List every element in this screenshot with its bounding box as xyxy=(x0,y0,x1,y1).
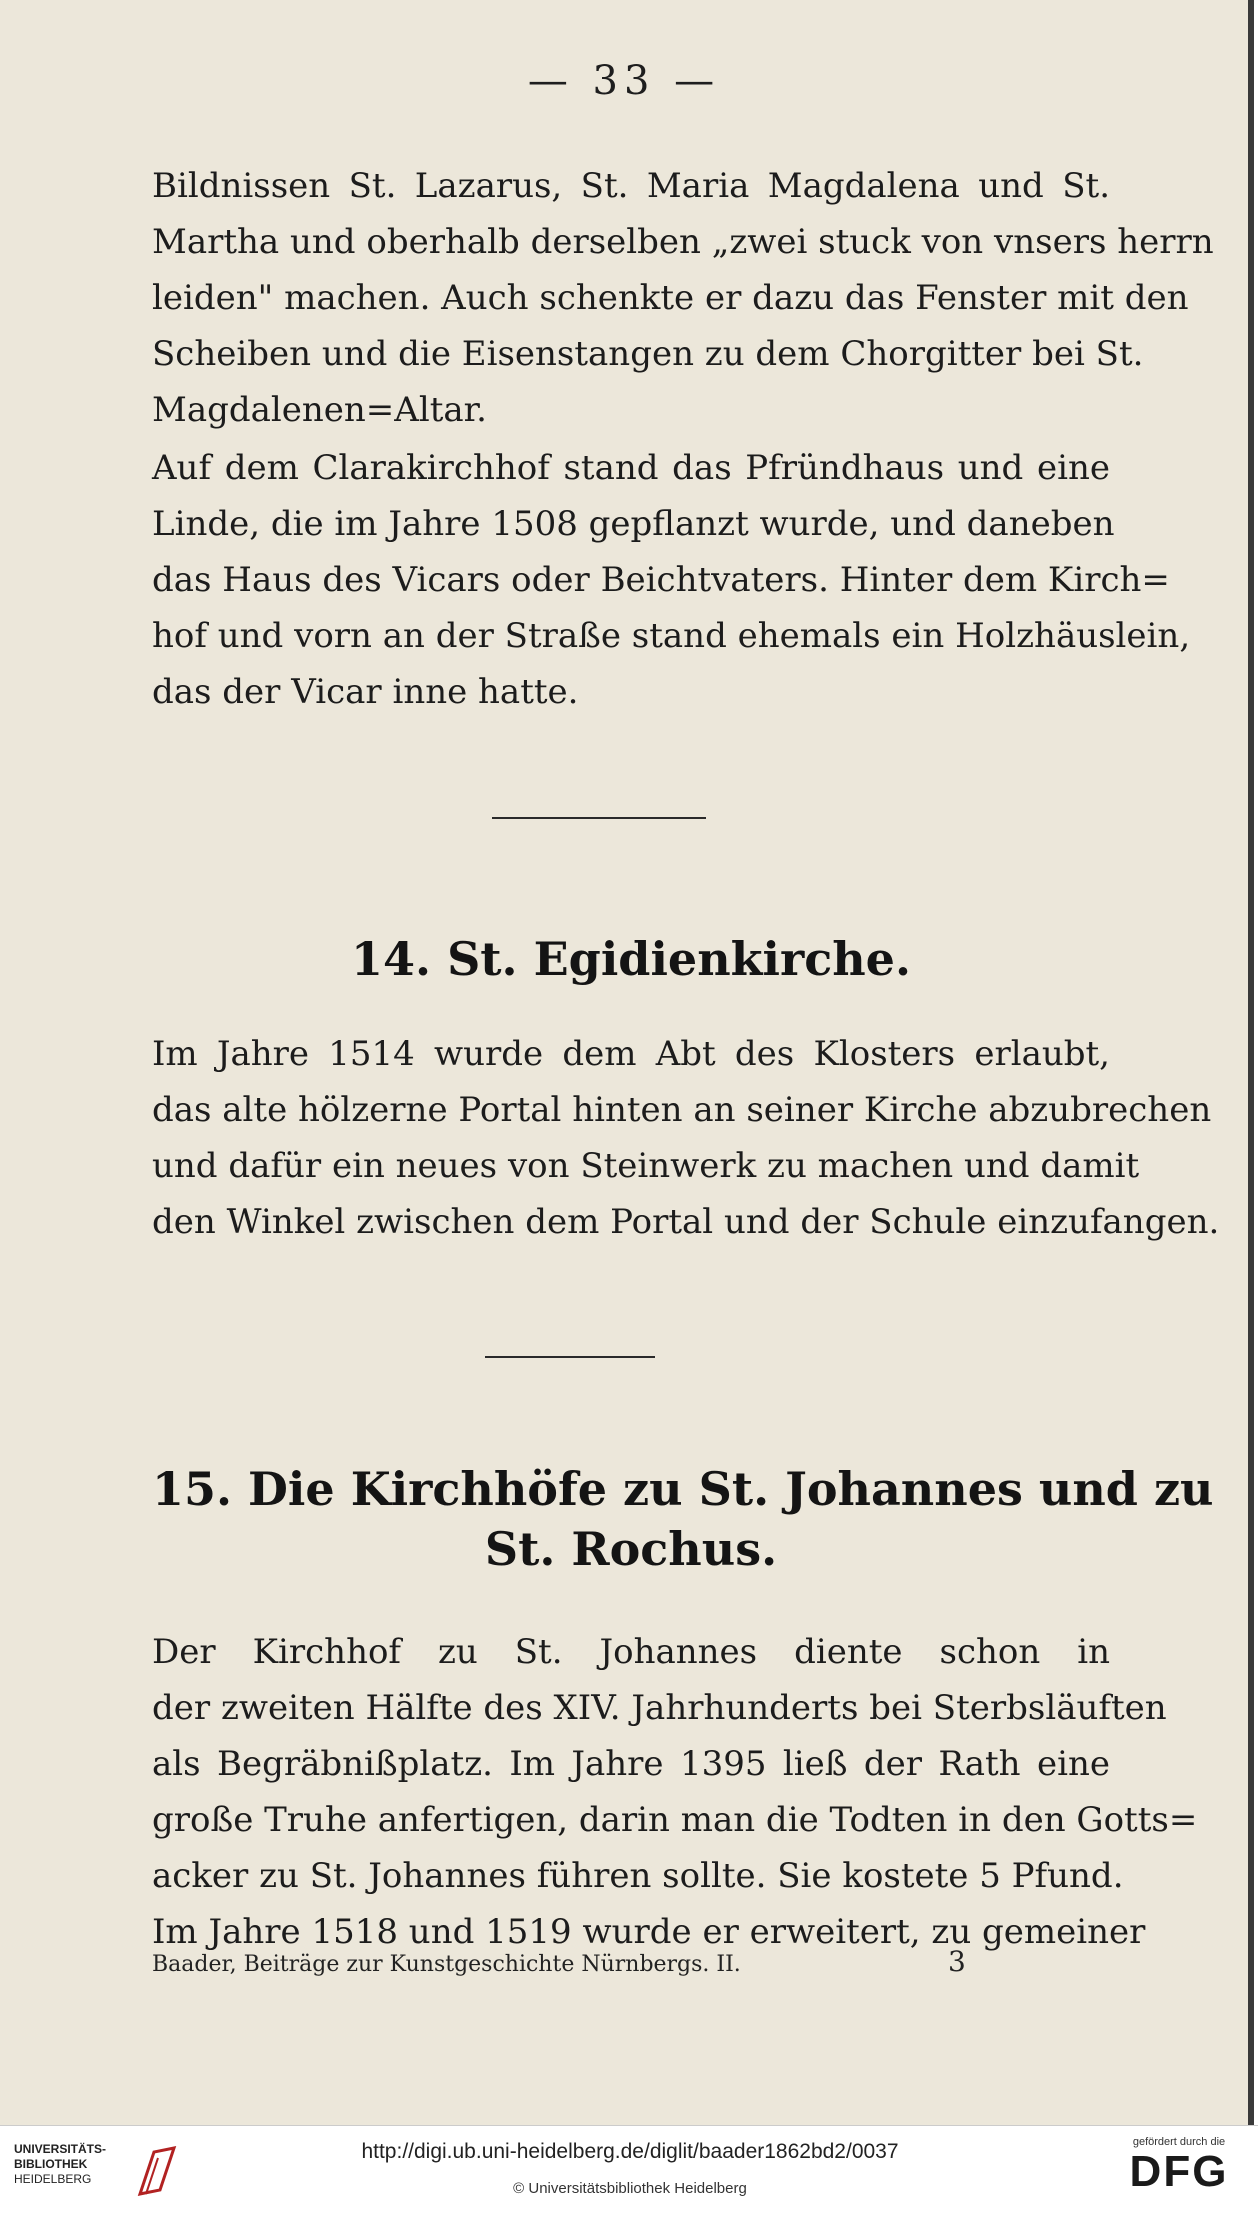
text-line: Der Kirchhof zu St. Johannes diente schon in xyxy=(152,1632,1110,1672)
text-line: Martha und oberhalb derselben „zwei stuck von vnsers herrn xyxy=(152,222,1214,262)
text-line: das Haus des Vicars oder Beichtvaters. Hinter dem Kirch= xyxy=(152,560,1170,600)
section-14-heading: 14. St. Egidienkirche. xyxy=(351,932,911,986)
text-line: der zweiten Hälfte des XIV. Jahrhunderts bei Sterbsläuften xyxy=(152,1688,1167,1728)
library-name-line: BIBLIOTHEK xyxy=(14,2157,88,2171)
text-line: leiden" machen. Auch schenkte er dazu das Fenster mit den xyxy=(152,278,1189,318)
text-line: große Truhe anfertigen, darin man die Todten in den Gotts= xyxy=(152,1800,1198,1840)
paragraph-4 xyxy=(152,1624,1198,1960)
text-line: das alte hölzerne Portal hinten an seiner Kirche abzubrechen xyxy=(152,1090,1212,1130)
text-line: als Begräbnißplatz. Im Jahre 1395 ließ der Rath eine xyxy=(152,1744,1110,1784)
text-line: Scheiben und die Eisenstangen zu dem Chorgitter bei St. xyxy=(152,334,1144,374)
text-line: Im Jahre 1518 und 1519 wurde er erweitert, zu gemeiner xyxy=(152,1912,1146,1952)
text-line: das der Vicar inne hatte. xyxy=(152,672,579,712)
section-divider xyxy=(485,1356,655,1358)
library-emblem-icon xyxy=(134,2144,180,2200)
sponsor-logo[interactable] xyxy=(1114,2136,1244,2196)
copyright-notice: © Universitätsbibliothek Heidelberg xyxy=(513,2180,747,2197)
footer-citation: Baader, Beiträge zur Kunstgeschichte Nürnbergs. II. xyxy=(152,1952,741,1977)
page-number: — 33 — xyxy=(527,58,721,104)
text-line: Im Jahre 1514 wurde dem Abt des Klosters erlaubt, xyxy=(152,1034,1110,1074)
paragraph-2 xyxy=(152,440,1191,720)
sponsor-label: gefördert durch die xyxy=(1132,2136,1226,2148)
section-divider xyxy=(492,817,706,819)
text-line: und dafür ein neues von Steinwerk zu machen und damit xyxy=(152,1146,1140,1186)
text-line: Auf dem Clarakirchhof stand das Pfründhaus und eine xyxy=(152,448,1110,488)
text-line: Magdalenen=Altar. xyxy=(152,390,487,430)
library-logo[interactable] xyxy=(14,2140,184,2204)
signature-mark: 3 xyxy=(948,1945,966,1978)
text-line: Linde, die im Jahre 1508 gepflanzt wurde, und daneben xyxy=(152,504,1115,544)
permalink-url[interactable]: http://digi.ub.uni-heidelberg.de/diglit/baader1862bd2/0037 xyxy=(361,2140,899,2163)
viewer-bottom-bar xyxy=(0,2125,1258,2217)
text-line: den Winkel zwischen dem Portal und der Schule einzufangen. xyxy=(152,1202,1220,1242)
paragraph-1 xyxy=(152,158,1214,438)
text-line: acker zu St. Johannes führen sollte. Sie kostete 5 Pfund. xyxy=(152,1856,1124,1896)
text-line: hof und vorn an der Straße stand ehemals ein Holzhäuslein, xyxy=(152,616,1191,656)
library-name-line: UNIVERSITÄTS- xyxy=(14,2142,107,2156)
section-15-heading-cont: St. Rochus. xyxy=(484,1522,778,1576)
sponsor-name: DFG xyxy=(1129,2147,1229,2196)
paragraph-3 xyxy=(152,1026,1220,1250)
text-line: Bildnissen St. Lazarus, St. Maria Magdalena und St. xyxy=(152,166,1110,206)
library-name xyxy=(14,2142,106,2187)
section-15-heading: 15. Die Kirchhöfe zu St. Johannes und zu xyxy=(152,1462,1214,1516)
library-name-line: HEIDELBERG xyxy=(14,2172,92,2186)
